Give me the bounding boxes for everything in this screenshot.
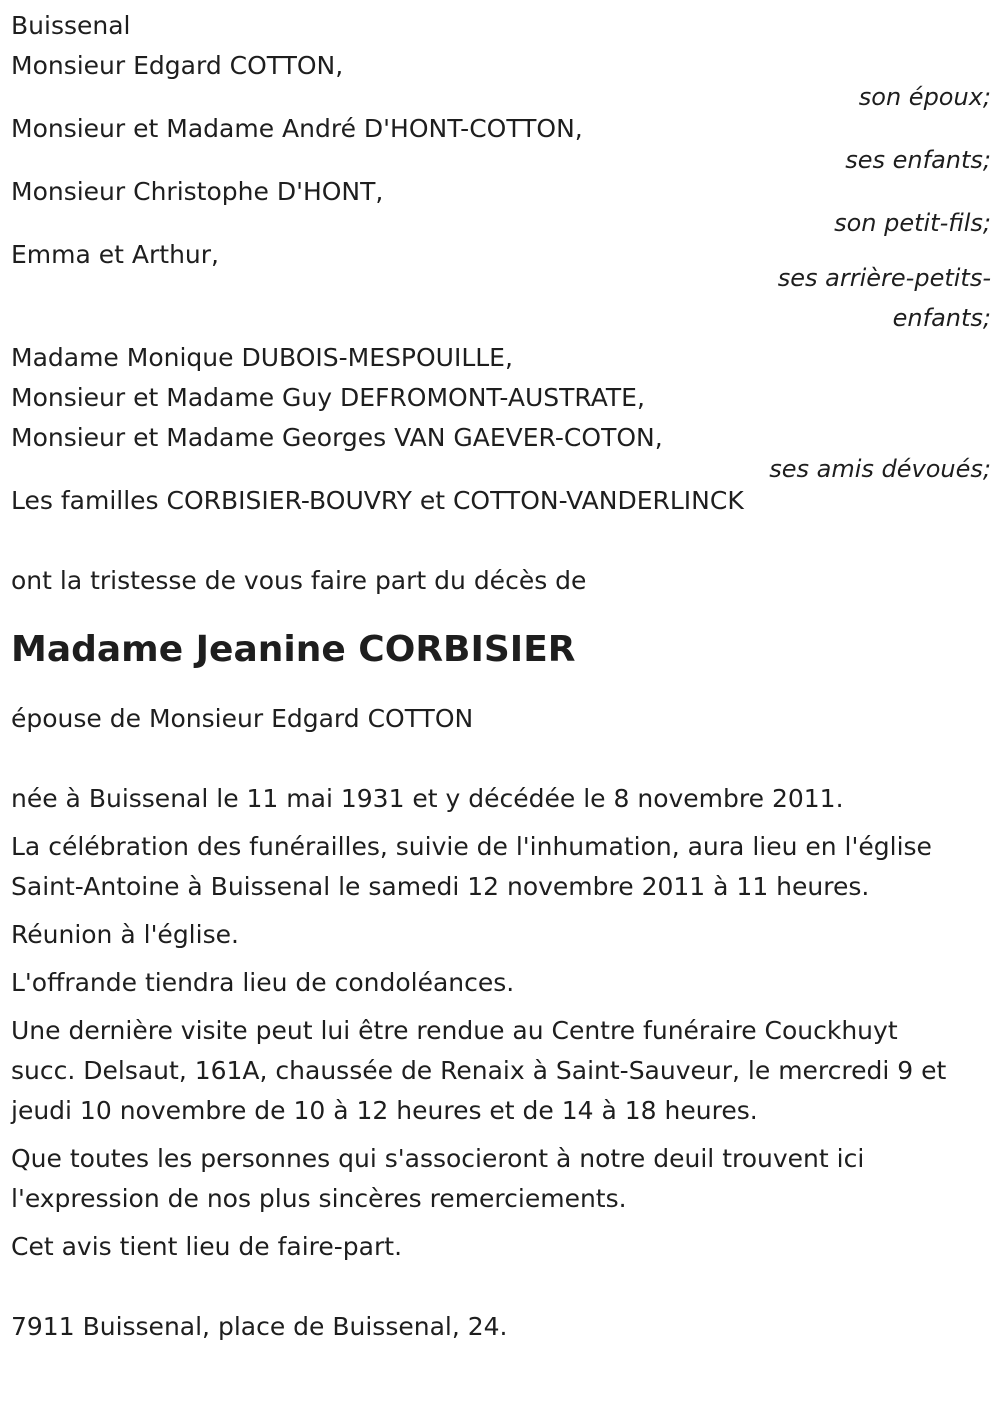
family-name: Monsieur Christophe D'HONT, (11, 177, 384, 206)
funeral-line: Saint-Antoine à Buissenal le samedi 12 novembre 2011 à 11 heures. (11, 872, 870, 901)
families-line: Les familles CORBISIER-BOUVRY et COTTON-VANDERLINCK (11, 486, 744, 515)
family-name: Monsieur et Madame Georges VAN GAEVER-COTON, (11, 423, 663, 452)
family-name: Monsieur Edgard COTTON, (11, 51, 344, 80)
family-name: Monsieur et Madame André D'HONT-COTTON, (11, 114, 583, 143)
meeting-line: Réunion à l'église. (11, 920, 239, 949)
visit-line: Une dernière visite peut lui être rendue au Centre funéraire Couckhuyt (11, 1016, 898, 1045)
funeral-line: La célébration des funérailles, suivie de l'inhumation, aura lieu en l'église (11, 832, 932, 861)
visit-line: jeudi 10 novembre de 10 à 12 heures et de 14 à 18 heures. (11, 1096, 758, 1125)
obituary-notice (11, 6, 991, 1347)
family-role: ses arrière-petits- (777, 264, 991, 292)
family-role: ses enfants; (845, 146, 991, 174)
offering-line: L'offrande tiendra lieu de condoléances. (11, 968, 515, 997)
family-name: Madame Monique DUBOIS-MESPOUILLE, (11, 343, 513, 372)
announcement: ont la tristesse de vous faire part du décès de (11, 566, 587, 595)
family-name: Monsieur et Madame Guy DEFROMONT-AUSTRATE, (11, 383, 645, 412)
visit-line: succ. Delsaut, 161A, chaussée de Renaix à Saint-Sauveur, le mercredi 9 et (11, 1056, 947, 1085)
thanks-line: Que toutes les personnes qui s'associeront à notre deuil trouvent ici (11, 1144, 865, 1173)
notice-line: Cet avis tient lieu de faire-part. (11, 1232, 403, 1261)
deceased-name: Madame Jeanine CORBISIER (11, 629, 576, 670)
family-role: son petit-fils; (834, 209, 991, 237)
family-role: enfants; (892, 304, 991, 332)
address-line: 7911 Buissenal, place de Buissenal, 24. (11, 1312, 508, 1341)
family-name: Emma et Arthur, (11, 240, 219, 269)
birth-death-line: née à Buissenal le 11 mai 1931 et y décédée le 8 novembre 2011. (11, 784, 844, 813)
thanks-line: l'expression de nos plus sincères remerciements. (11, 1184, 627, 1213)
family-role: son époux; (858, 83, 991, 111)
spouse-line: épouse de Monsieur Edgard COTTON (11, 704, 474, 733)
header-place: Buissenal (11, 11, 131, 40)
family-role: ses amis dévoués; (769, 455, 991, 483)
